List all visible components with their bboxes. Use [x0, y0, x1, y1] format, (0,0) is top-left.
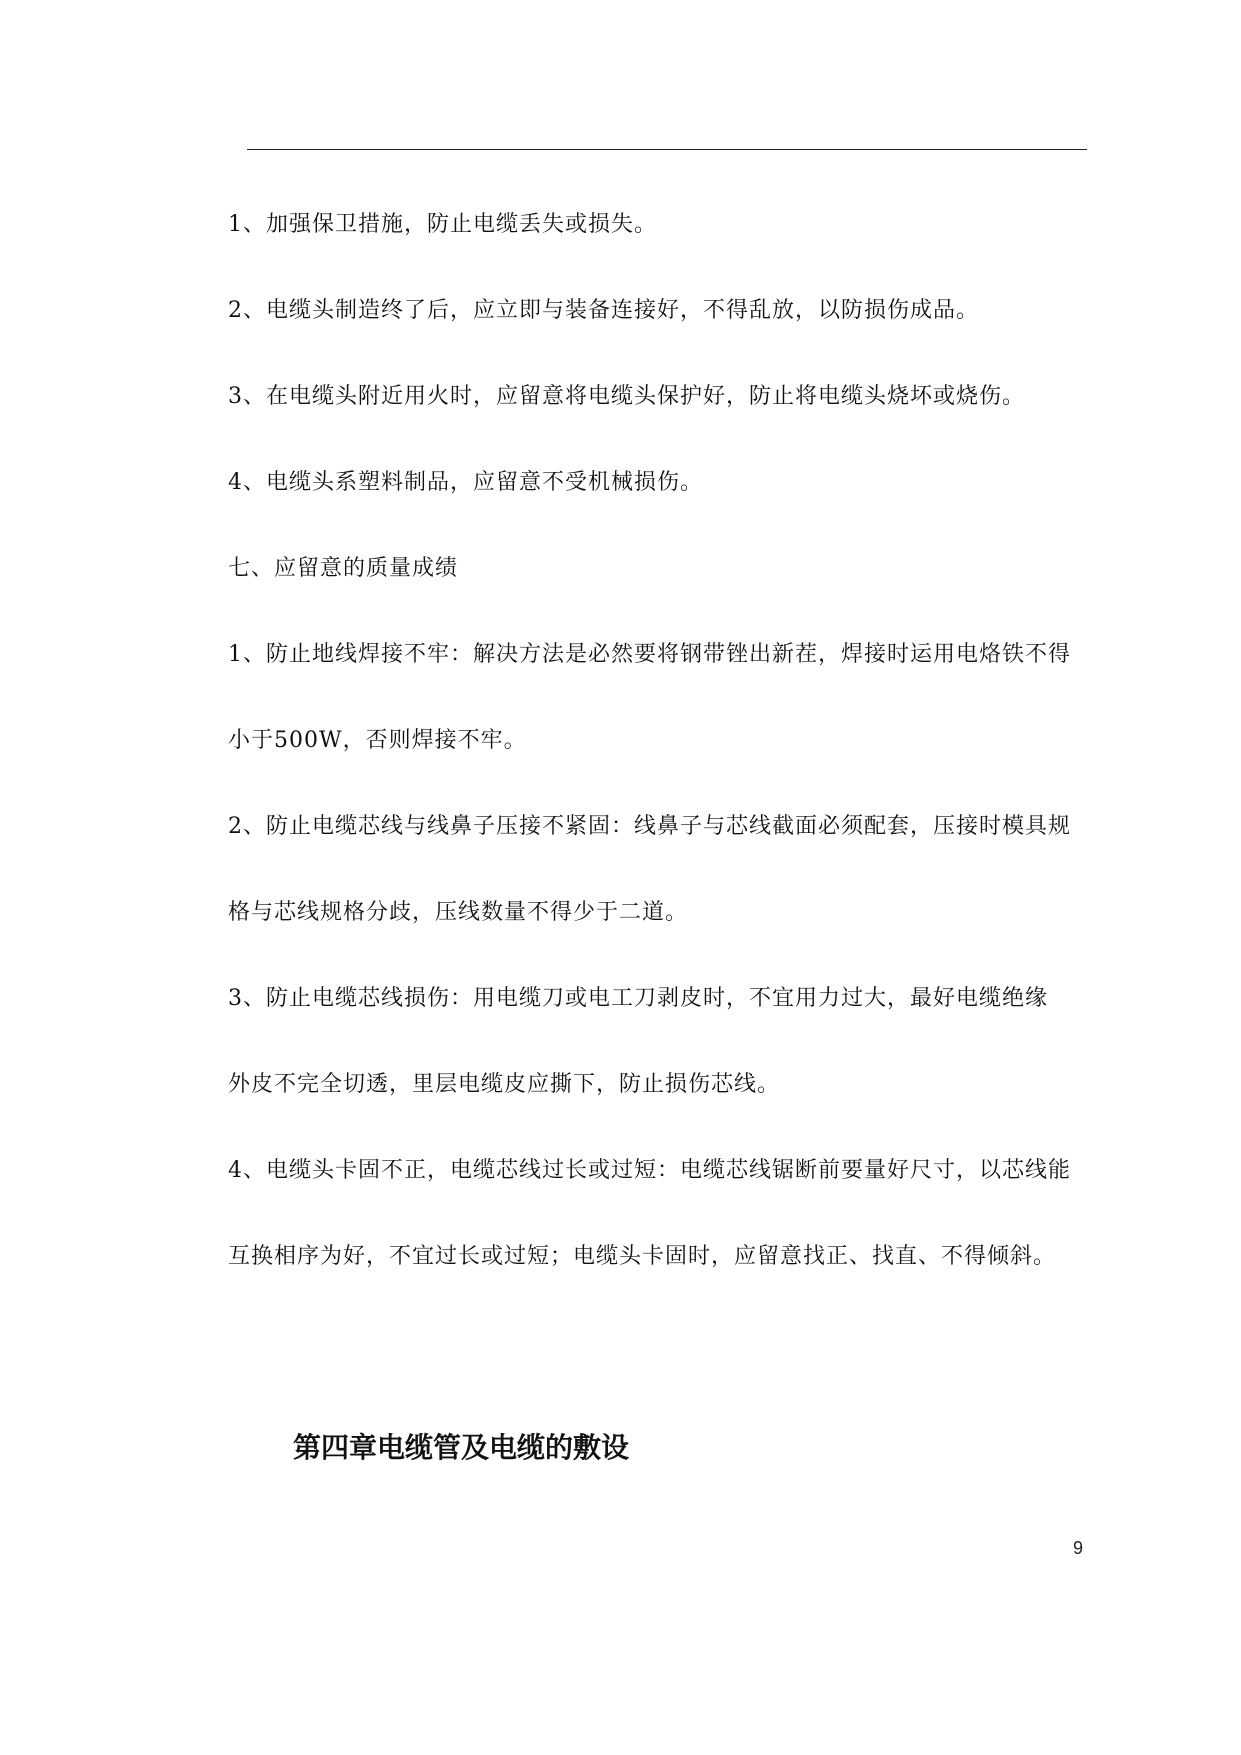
quality-item-4-line-2: 互换相序为好，不宜过长或过短；电缆头卡固时，应留意找正、找直、不得倾斜。 — [228, 1244, 1057, 1269]
section-heading-quality-issues: 七、应留意的质量成绩 — [228, 556, 459, 581]
page-number: 9 — [1073, 1538, 1084, 1558]
header-rule — [247, 149, 1087, 150]
quality-item-3-line-1: 3、防止电缆芯线损伤：用电缆刀或电工刀剥皮时，不宜用力过大，最好电缆绝缘 — [228, 986, 1048, 1011]
chapter-title: 第四章电缆管及电缆的敷设 — [293, 1431, 630, 1464]
quality-item-2-line-1: 2、防止电缆芯线与线鼻子压接不紧固：线鼻子与芯线截面必须配套，压接时模具规 — [228, 814, 1071, 839]
protection-item-1: 1、加强保卫措施，防止电缆丢失或损失。 — [228, 212, 657, 237]
protection-item-4: 4、电缆头系塑料制品，应留意不受机械损伤。 — [228, 470, 703, 495]
quality-item-2-line-2: 格与芯线规格分歧，压线数量不得少于二道。 — [228, 900, 689, 925]
quality-item-4-line-1: 4、电缆头卡固不正，电缆芯线过长或过短：电缆芯线锯断前要量好尺寸，以芯线能 — [228, 1158, 1071, 1183]
quality-item-1-line-1: 1、防止地线焊接不牢：解决方法是必然要将钢带锉出新茬，焊接时运用电烙铁不得 — [228, 642, 1071, 667]
quality-item-3-line-2: 外皮不完全切透，里层电缆皮应撕下，防止损伤芯线。 — [228, 1072, 781, 1097]
quality-item-1-line-2: 小于500W，否则焊接不牢。 — [228, 728, 527, 753]
protection-item-2: 2、电缆头制造终了后，应立即与装备连接好，不得乱放，以防损伤成品。 — [228, 298, 979, 323]
protection-item-3: 3、在电缆头附近用火时，应留意将电缆头保护好，防止将电缆头烧坏或烧伤。 — [228, 384, 1025, 409]
